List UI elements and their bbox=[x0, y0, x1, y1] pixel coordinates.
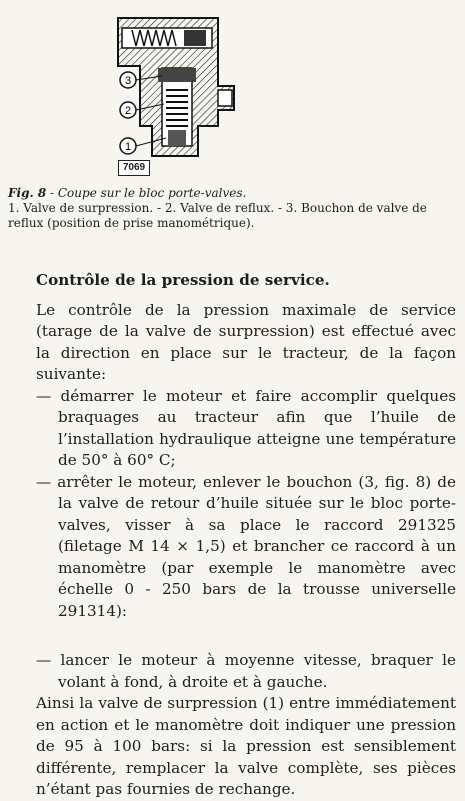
spacer bbox=[36, 622, 456, 650]
side-port bbox=[218, 90, 232, 106]
top-valve-plug bbox=[184, 30, 206, 46]
step-item-3: — lancer le moteur à moyenne vitesse, braquer le volant à fond, à droite et à gauche. bbox=[36, 651, 456, 691]
caption-title-text: - Coupe sur le bloc porte-valves. bbox=[46, 186, 247, 200]
lower-spring bbox=[166, 90, 188, 126]
reflux-plug bbox=[158, 68, 196, 82]
document-body bbox=[36, 270, 456, 801]
caption-title bbox=[8, 186, 448, 201]
caption-fig-label: Fig. 8 bbox=[8, 186, 47, 200]
caption-legend: 1. Valve de surpression. - 2. Valve de reflux. - 3. Bouchon de valve de reflux (position de prise manométrique). bbox=[8, 201, 427, 230]
figure-caption bbox=[8, 186, 448, 231]
callout-label-1: 1 bbox=[124, 141, 132, 153]
pressure-valve-seat bbox=[168, 130, 186, 146]
valve-block-cross-section-figure bbox=[106, 6, 246, 184]
callout-label-2: 2 bbox=[124, 105, 132, 117]
step-item-2: — arrêter le moteur, enlever le bouchon (3, fig. 8) de la valve de retour d’huile située sur le bloc porte-valves, visser à sa place le raccord 291325 (filetage M 14 × 1,5) et brancher ce raccord à un manomètre (par exemple le manomètre avec échelle 0 - 250 bars de la trousse universelle 291314): bbox=[36, 472, 456, 620]
step-item-1: — démarrer le moteur et faire accomplir quelques braquages au tracteur afin que l’huile de l’installation hydraulique atteigne une température de 50° à 60° C; bbox=[36, 386, 456, 469]
valve-block-drawing bbox=[106, 6, 246, 184]
closing-paragraph: Ainsi la valve de surpression (1) entre immédiatement en action et le manomètre doit indiquer une pression de 95 à 100 bars: si la pression est sensiblement différente, remplacer la valve complète, ses pièces n’étant pas fournies de rechange. bbox=[36, 694, 456, 798]
intro-paragraph: Le contrôle de la pression maximale de service (tarage de la valve de surpression) est effectué avec la direction en place sur le tracteur, de la façon suivante: bbox=[36, 300, 456, 383]
section-heading: Contrôle de la pression de service. bbox=[36, 271, 330, 289]
figure-number-box: 7069 bbox=[118, 160, 150, 176]
callout-label-3: 3 bbox=[124, 75, 132, 87]
